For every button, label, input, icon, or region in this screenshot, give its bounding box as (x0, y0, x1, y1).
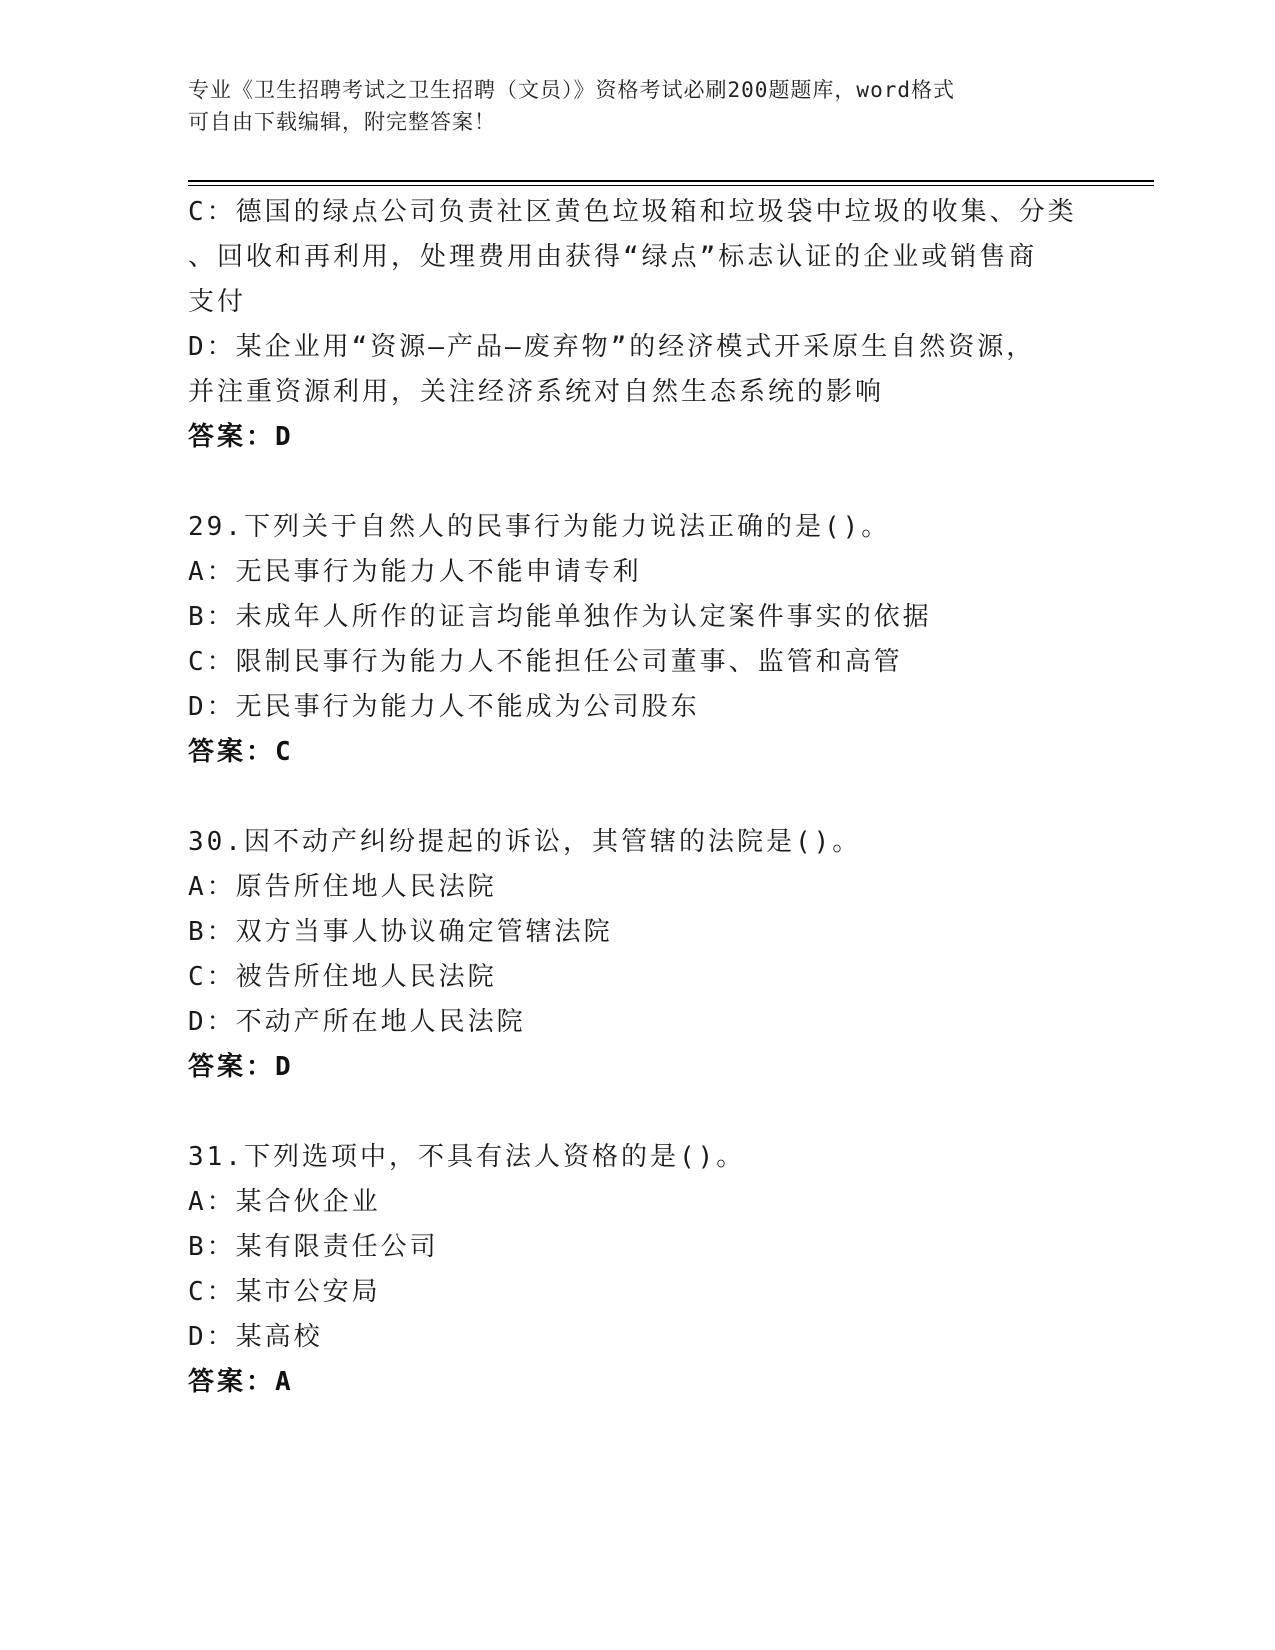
option-c-line-2: 、回收和再利用，处理费用由获得“绿点”标志认证的企业或销售商 (188, 242, 1038, 272)
option-b: B：某有限责任公司 (188, 1232, 439, 1262)
answer-value: D (275, 422, 293, 452)
option-a: A：无民事行为能力人不能申请专利 (188, 557, 642, 587)
answer-line (188, 730, 1088, 775)
option-a: A：原告所住地人民法院 (188, 872, 497, 902)
question-stem: 29.下列关于自然人的民事行为能力说法正确的是()。 (188, 512, 891, 542)
answer-label: 答案： (188, 1052, 276, 1082)
option-c: C：限制民事行为能力人不能担任公司董事、监管和高管 (188, 647, 903, 677)
option-c-line-3: 支付 (188, 287, 247, 317)
document-body (188, 190, 1088, 1405)
answer-value: A (275, 1367, 293, 1397)
option-b: B：未成年人所作的证言均能单独作为认定案件事实的依据 (188, 602, 932, 632)
question-block-30 (188, 820, 1088, 1090)
option-d-line-2: 并注重资源利用，关注经济系统对自然生态系统的影响 (188, 377, 885, 407)
answer-value: D (275, 1052, 293, 1082)
option-b: B：双方当事人协议确定管辖法院 (188, 917, 613, 947)
question-block-31 (188, 1135, 1088, 1405)
answer-line (188, 1045, 1088, 1090)
answer-line (188, 415, 1088, 460)
header-divider-thick (188, 180, 1154, 182)
question-stem: 31.下列选项中，不具有法人资格的是()。 (188, 1142, 746, 1172)
header-divider-thin (188, 185, 1154, 186)
answer-value: C (275, 737, 293, 767)
document-header (188, 74, 1088, 138)
option-c-line-1: C：德国的绿点公司负责社区黄色垃圾箱和垃圾袋中垃圾的收集、分类 (188, 197, 1077, 227)
option-d-line-1: D：某企业用“资源—产品—废弃物”的经济模式开采原生自然资源， (188, 332, 1036, 362)
option-d: D：某高校 (188, 1322, 323, 1352)
header-line-2: 可自由下载编辑，附完整答案！ (188, 110, 496, 134)
option-d: D：无民事行为能力人不能成为公司股东 (188, 692, 700, 722)
spacer (188, 775, 1088, 820)
answer-line (188, 1360, 1088, 1405)
question-block-29 (188, 505, 1088, 775)
question-stem: 30.因不动产纠纷提起的诉讼，其管辖的法院是()。 (188, 827, 862, 857)
spacer (188, 1090, 1088, 1135)
option-d: D：不动产所在地人民法院 (188, 1007, 526, 1037)
answer-label: 答案： (188, 1367, 276, 1397)
prev-question-block (188, 190, 1088, 460)
spacer (188, 460, 1088, 505)
answer-label: 答案： (188, 422, 276, 452)
header-line-1: 专业《卫生招聘考试之卫生招聘（文员）》资格考试必刷200题题库，word格式 (188, 78, 955, 102)
option-a: A：某合伙企业 (188, 1187, 381, 1217)
answer-label: 答案： (188, 737, 276, 767)
option-c: C：被告所住地人民法院 (188, 962, 497, 992)
option-c: C：某市公安局 (188, 1277, 381, 1307)
